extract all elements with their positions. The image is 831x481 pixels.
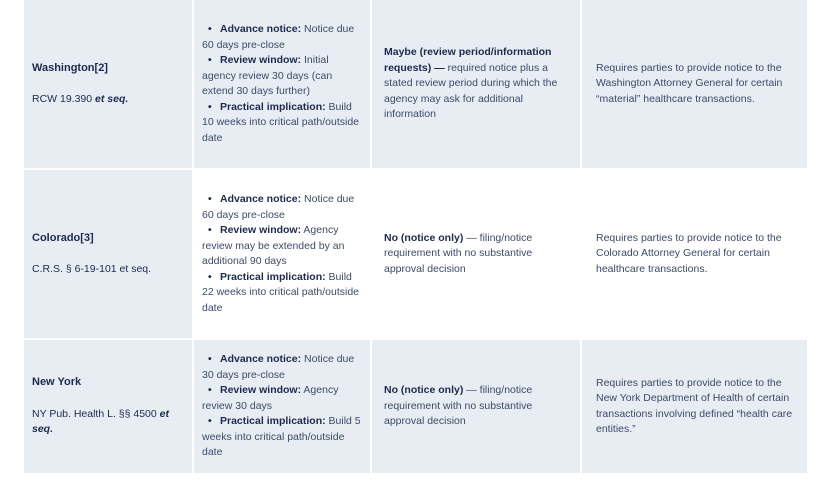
list-item: • Practical implication: Build 10 weeks into critical path/outside date [202,100,360,144]
state-cell [24,340,194,473]
bullet-icon: • [208,384,212,397]
approval-cell [372,0,582,168]
description-text: Requires parties to provide notice to the New York Department of Health of certain transactions involving defined “health care entities.” [596,376,793,435]
approval-detail: — filing/notice requirement with no substantive approval decision [384,231,533,275]
list-item: • Advance notice: Notice due 60 days pre-close [202,23,355,51]
bullet-icon: • [208,353,212,366]
approval-cell [372,340,582,473]
notes-list [202,22,362,146]
description-cell [582,170,807,338]
approval-status: Maybe (review period/information requests) — [384,46,552,74]
approval-detail: required notice plus a stated review period during which the agency may ask for additional information [384,61,558,121]
list-item: • Practical implication: Build 5 weeks into critical path/outside date [202,415,361,459]
bullet-icon: • [208,415,212,428]
bullet-icon: • [208,54,212,66]
notes-cell [194,0,372,168]
notes-cell [194,340,372,473]
notes-cell [194,170,372,338]
approval-cell [372,170,582,338]
table-row [24,0,807,170]
approval-detail: — filing/notice requirement with no substantive approval decision [384,384,533,428]
list-item: • Review window: Agency review may be extended by an additional 90 days [202,224,345,267]
approval-status: No (notice only) [384,231,464,244]
description-cell [582,0,807,168]
list-item: • Practical implication: Build 22 weeks into critical path/outside date [202,270,360,314]
bullet-icon: • [208,224,212,236]
statute-citation: RCW 19.390 et seq. [32,93,129,105]
table-row [24,170,807,340]
list-item: • Advance notice: Notice due 60 days pre-close [202,193,355,221]
list-item: • Review window: Initial agency review 30 days (can extend 30 days further) [202,54,333,97]
bullet-icon: • [208,23,212,35]
description-text: Requires parties to provide notice to the Washington Attorney General for certain “material” healthcare transactions. [596,61,783,105]
description-cell [582,340,807,473]
notes-list [202,192,362,316]
regulations-table [24,0,807,475]
notes-list [202,352,362,461]
table-row [24,340,807,475]
state-name: Colorado[3] [32,231,94,244]
list-item: • Review window: Agency review 30 days [202,384,339,412]
bullet-icon: • [208,270,212,283]
state-name: Washington[2] [32,61,108,74]
state-name: New York [32,376,82,389]
bullet-icon: • [208,100,212,113]
description-text: Requires parties to provide notice to the Colorado Attorney General for certain healthcare transactions. [596,231,782,275]
bullet-icon: • [208,193,212,205]
state-cell [24,0,194,168]
statute-citation: C.R.S. § 6-19-101 et seq. [32,263,152,275]
list-item: • Advance notice: Notice due 30 days pre-close [202,353,355,381]
statute-citation: NY Pub. Health L. §§ 4500 et seq. [32,407,169,436]
approval-status: No (notice only) [384,384,464,397]
state-cell [24,170,194,338]
